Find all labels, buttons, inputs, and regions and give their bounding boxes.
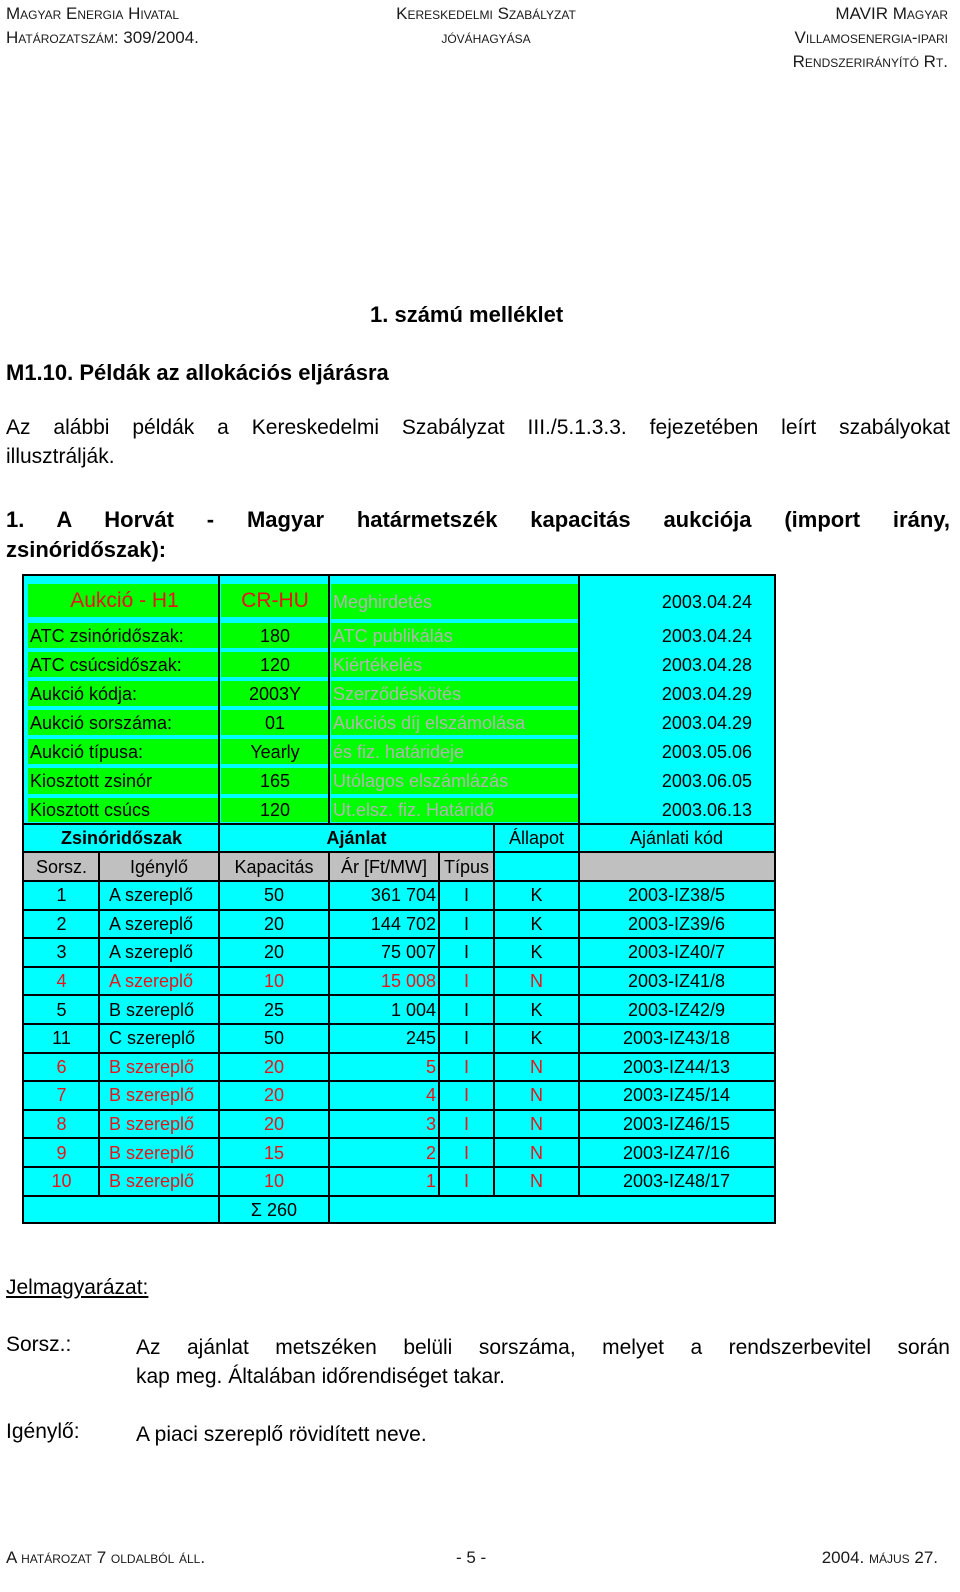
bid-row-code: 2003-IZ43/18 (622, 1028, 731, 1049)
bid-row-price: 1 (425, 1171, 436, 1192)
column-header: Típus (439, 852, 494, 881)
auction-event-label: Szerződéskötés (331, 681, 579, 706)
auction-event-date: 2003.06.13 (661, 800, 752, 820)
header-left (6, 2, 199, 50)
bid-row-type: I (463, 1056, 469, 1077)
bid-row-capacity: 50 (263, 1028, 285, 1049)
header-period: Zsinóridőszak (60, 828, 183, 848)
header-resolution-number: Határozatszám: 309/2004. (6, 28, 199, 47)
header-approval: jóváhagyása (441, 28, 531, 47)
bid-row-bidder: B szereplő (109, 1142, 195, 1163)
auction-event-date: 2003.04.24 (661, 625, 752, 646)
bid-row-bidder: A szereplő (109, 913, 194, 934)
bid-row-number: 8 (56, 1114, 67, 1135)
bid-row-code: 2003-IZ42/9 (627, 999, 726, 1020)
bid-row-status: K (530, 999, 543, 1020)
bid-row-bidder: A szereplő (109, 971, 194, 992)
bid-row-capacity: 10 (263, 971, 285, 992)
auction-param-label: Aukció sorszáma: (28, 710, 219, 735)
bid-row-type: I (463, 1142, 469, 1163)
bid-row-bidder: A szereplő (109, 885, 194, 906)
bid-row-number: 11 (52, 1028, 71, 1049)
auction-event-label: Kiértékelés (331, 652, 579, 677)
auction-param-label: ATC zsinóridőszak: (28, 623, 219, 648)
auction-event-date: 2003.05.06 (661, 741, 752, 762)
bid-row-capacity: 20 (263, 1114, 285, 1135)
table-grid-line (328, 576, 330, 824)
auction-event-label: Meghirdetés (331, 584, 579, 619)
column-header-blank (579, 852, 774, 881)
legend-def-sorsz-end: kap meg. Általában időrendiséget takar. (136, 1365, 505, 1388)
bid-row-price: 3 (425, 1114, 436, 1135)
bid-row-capacity: 50 (263, 885, 285, 906)
bid-row-price: 75 007 (380, 942, 436, 963)
column-header: Sorsz. (24, 852, 99, 881)
column-header: Ár [Ft/MW] (329, 852, 439, 881)
auction-param-value: 120 (221, 798, 329, 822)
bid-row-price: 2 (425, 1142, 436, 1163)
capacity-total: Σ 260 (250, 1200, 298, 1220)
header-company-1: MAVIR Magyar (835, 4, 948, 23)
auction-event-label: és fiz. határideje (331, 739, 579, 764)
bid-row-bidder: B szereplő (109, 999, 195, 1020)
bid-row-type: I (463, 999, 469, 1020)
legend-term-igenylo: Igénylő: (6, 1420, 80, 1443)
table-grid-line (24, 1109, 774, 1111)
bid-row-price: 5 (425, 1056, 436, 1077)
intro-paragraph-end: illusztrálják. (6, 445, 115, 468)
table-grid-line (578, 576, 580, 824)
table-grid-line (24, 966, 774, 968)
table-grid-line (493, 824, 495, 852)
bid-row-number: 5 (56, 999, 67, 1020)
header-doc-name: Kereskedelmi Szabályzat (396, 4, 576, 23)
footer-page-number: - 5 - (456, 1548, 487, 1567)
auction-event-label: Aukciós díj elszámolása (331, 710, 579, 735)
auction-title: Aukció - H1 (28, 584, 219, 617)
legend-def-igenylo: A piaci szereplő rövidített neve. (136, 1423, 427, 1446)
table-grid-line (24, 1080, 774, 1082)
bid-row-price: 15 008 (380, 971, 436, 992)
bid-row-number: 10 (51, 1171, 72, 1192)
bid-row-price: 245 (405, 1028, 436, 1049)
annex-title: 1. számú melléklet (370, 302, 564, 327)
auction-event-label: Ut.elsz. fiz. Határidő (331, 798, 579, 822)
bid-row-price: 144 702 (370, 913, 436, 934)
table-grid-line (24, 937, 774, 939)
table-grid-line (24, 851, 774, 853)
bid-row-code: 2003-IZ45/14 (622, 1085, 731, 1106)
header-company-3: Rendszerirányító Rt. (792, 52, 948, 71)
header-offer: Ajánlat (326, 828, 387, 848)
auction-direction: CR-HU (221, 584, 329, 617)
bid-row-code: 2003-IZ46/15 (622, 1114, 731, 1135)
intro-paragraph: Az alábbi példák a Kereskedelmi Szabályzat III./5.1.3.3. fejezetében leírt szabályokat (6, 416, 950, 439)
bid-row-type: I (463, 1171, 469, 1192)
header-center (356, 2, 616, 50)
bid-row-bidder: B szereplő (109, 1171, 195, 1192)
bid-row-status: K (530, 885, 543, 906)
auction-param-label: Kiosztott zsinór (28, 768, 219, 794)
auction-param-label: ATC csúcsidőszak: (28, 652, 219, 677)
auction-event-label: ATC publikálás (331, 623, 579, 648)
bid-row-number: 7 (56, 1085, 67, 1106)
bid-row-type: I (463, 942, 469, 963)
bid-row-status: K (530, 942, 543, 963)
bid-row-capacity: 10 (263, 1171, 285, 1192)
bid-row-number: 4 (56, 971, 67, 992)
bid-row-type: I (463, 1028, 469, 1049)
table-grid-line (24, 1052, 774, 1054)
table-grid-line (24, 1166, 774, 1168)
bid-row-code: 2003-IZ39/6 (627, 913, 726, 934)
auction-param-value: 165 (221, 768, 329, 794)
bid-row-capacity: 25 (263, 999, 285, 1020)
bid-row-code: 2003-IZ40/7 (627, 942, 726, 963)
bid-row-bidder: B szereplő (109, 1085, 195, 1106)
table-grid-line (24, 880, 774, 882)
bid-row-number: 9 (56, 1142, 67, 1163)
table-grid-line (24, 1195, 774, 1197)
header-status: Állapot (508, 828, 565, 848)
bid-row-number: 6 (56, 1056, 67, 1077)
example-title: 1. A Horvát - Magyar határmetszék kapacitás aukciója (import irány, (6, 507, 950, 532)
bid-row-bidder: C szereplő (109, 1028, 196, 1049)
example-title-end: zsinóridőszak): (6, 537, 167, 562)
auction-table (22, 574, 776, 1224)
bid-row-code: 2003-IZ48/17 (622, 1171, 731, 1192)
auction-event-date: 2003.06.05 (661, 771, 752, 791)
bid-row-number: 1 (56, 885, 67, 906)
bid-row-capacity: 20 (263, 1085, 285, 1106)
bid-row-code: 2003-IZ41/8 (627, 971, 726, 992)
footer-page-count: A határozat 7 oldalból áll. (6, 1548, 206, 1567)
auction-event-date: 2003.04.28 (661, 654, 752, 675)
footer-date: 2004. május 27. (821, 1548, 938, 1567)
bid-row-type: I (463, 971, 469, 992)
auction-param-label: Aukció típusa: (28, 739, 219, 764)
bid-row-capacity: 20 (263, 1056, 285, 1077)
auction-event-date: 2003.04.24 (661, 591, 752, 612)
table-grid-line (24, 1023, 774, 1025)
header-code: Ajánlati kód (629, 828, 724, 848)
bid-row-type: I (463, 1085, 469, 1106)
bid-row-capacity: 15 (263, 1142, 285, 1163)
legend-term-sorsz: Sorsz.: (6, 1333, 72, 1356)
legend-title: Jelmagyarázat: (6, 1276, 149, 1299)
table-grid-line (218, 576, 220, 824)
table-grid-line (24, 909, 774, 911)
bid-row-status: N (530, 971, 543, 992)
header-right (793, 2, 948, 74)
table-grid-line (24, 1137, 774, 1139)
bid-row-code: 2003-IZ38/5 (627, 885, 726, 906)
bid-row-price: 361 704 (370, 885, 436, 906)
bid-row-number: 3 (56, 942, 67, 963)
auction-param-value: Yearly (221, 739, 329, 764)
bid-row-type: I (463, 913, 469, 934)
auction-event-date: 2003.04.29 (661, 683, 752, 704)
bid-row-bidder: B szereplő (109, 1056, 195, 1077)
bid-row-capacity: 20 (263, 942, 285, 963)
auction-param-value: 2003Y (221, 681, 329, 706)
bid-row-number: 2 (56, 913, 67, 934)
bid-row-status: N (530, 1142, 543, 1163)
bid-row-code: 2003-IZ47/16 (622, 1142, 731, 1163)
bid-row-status: K (530, 1028, 543, 1049)
bid-row-status: N (530, 1171, 543, 1192)
bid-row-status: K (530, 913, 543, 934)
bid-row-type: I (463, 885, 469, 906)
bid-row-capacity: 20 (263, 913, 285, 934)
bid-row-status: N (530, 1056, 543, 1077)
bid-row-bidder: B szereplő (109, 1114, 195, 1135)
bid-row-type: I (463, 1114, 469, 1135)
bid-row-price: 1 004 (390, 999, 436, 1020)
auction-param-value: 180 (221, 623, 329, 648)
bid-row-bidder: A szereplő (109, 942, 194, 963)
header-company-2: Villamosenergia-ipari (794, 28, 948, 47)
column-header: Kapacitás (219, 852, 329, 881)
bid-row-price: 4 (425, 1085, 436, 1106)
auction-event-date: 2003.04.29 (661, 712, 752, 733)
table-grid-line (24, 823, 774, 825)
column-header: Igénylő (99, 852, 219, 881)
table-grid-line (328, 1196, 330, 1224)
auction-param-value: 01 (221, 710, 329, 735)
auction-param-value: 120 (221, 652, 329, 677)
section-title: M1.10. Példák az allokációs eljárásra (6, 360, 389, 385)
header-authority: Magyar Energia Hivatal (6, 4, 180, 23)
auction-event-label: Utólagos elszámlázás (331, 768, 579, 794)
bid-row-status: N (530, 1114, 543, 1135)
bid-row-code: 2003-IZ44/13 (622, 1056, 731, 1077)
table-grid-line (24, 994, 774, 996)
auction-param-label: Aukció kódja: (28, 681, 219, 706)
legend-def-sorsz: Az ajánlat metszéken belüli sorszáma, melyet a rendszerbevitel során (136, 1336, 950, 1359)
bid-row-status: N (530, 1085, 543, 1106)
auction-param-label: Kiosztott csúcs (28, 798, 219, 822)
